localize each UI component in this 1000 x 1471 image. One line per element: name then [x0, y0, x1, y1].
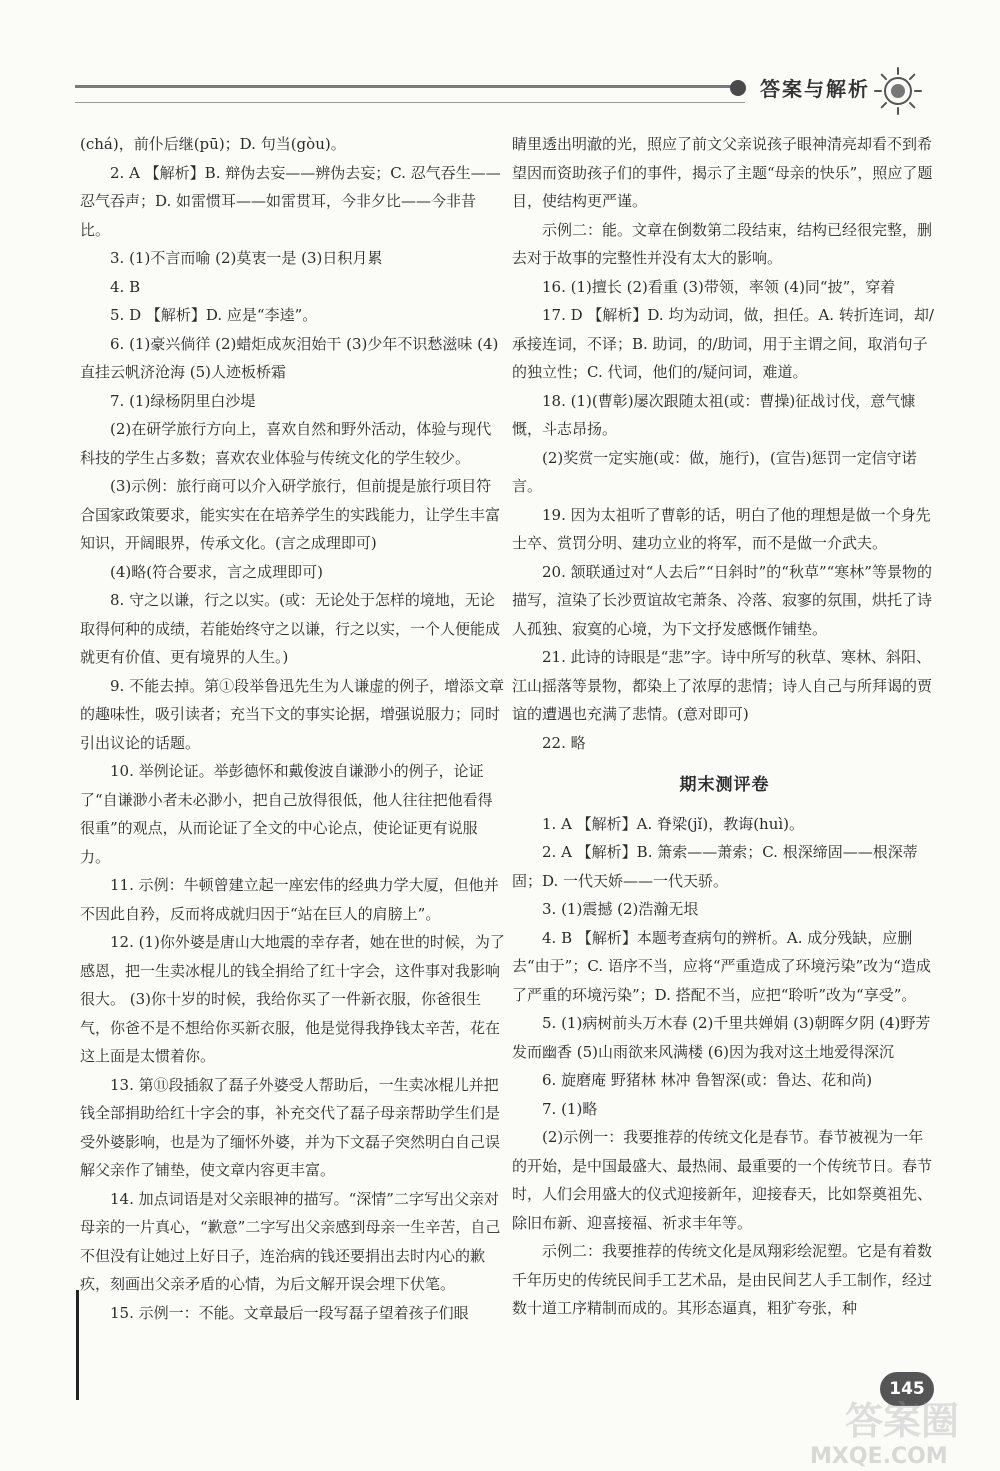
answer-paragraph: 19. 因为太祖听了曹彰的话，明白了他的理想是做一个身先士卒、赏罚分明、建功立业的将军，而不是做一介武夫。 — [512, 505, 931, 552]
answer-paragraph: (chá)，前仆后继(pū)；D. 句当(gòu)。 — [80, 135, 346, 153]
answer-paragraph: 睛里透出明澈的光，照应了前文父亲说孩子眼神清亮却看不到希望因而资助孩子们的事件，揭示了主题“母亲的快乐”，照应了题目，使结构更严谨。 — [512, 135, 933, 210]
answer-paragraph: 10. 举例论证。举彭德怀和戴俊波自谦渺小的例子，论证了“自谦渺小者未必渺小，把自己放得很低，他人往往把他看得很重”的观点，从而论证了全文的中心论点，使论证更有说服力。 — [80, 762, 493, 866]
answer-paragraph: 示例二：能。文章在倒数第二段结束，结构已经很完整，删去对于故事的完整性并没有太大的影响。 — [512, 220, 933, 267]
right-column — [512, 130, 937, 1323]
answer-paragraph: (2)示例一：我要推荐的传统文化是春节。春节被视为一年的开始，是中国最盛大、最热闹、最重要的一个传统节日。春节时，人们会用盛大的仪式迎接新年，迎接春天，比如祭奠祖先、除旧布新、迎喜接福、祈求丰年等。 — [512, 1128, 933, 1232]
answer-paragraph: 13. 第⑪段插叙了磊子外婆受人帮助后，一生卖冰棍儿并把钱全部捐助给红十字会的事，补充交代了磊子母亲帮助学生们是受外婆影响，也是为了缅怀外婆，并为下文磊子突然明白自己误解父亲作了铺垫，使文章内容更丰富。 — [80, 1075, 501, 1179]
header-title: 答案与解析 — [760, 77, 870, 101]
answer-paragraph: 12. (1)你外婆是唐山大地震的幸存者，她在世的时候，为了感恩，把一生卖冰棍儿的钱全捐给了红十字会，这件事对我影响很大。 (3)你十岁的时候，我给你买了一件新衣服，你爸很生气，你爸不是不想给你买新衣服，他是觉得我挣钱太辛苦，花在这上面是太惯着你。 — [80, 933, 505, 1065]
left-column — [80, 130, 505, 1327]
answer-paragraph: 5. (1)病树前头万木春 (2)千里共婵娟 (3)朝晖夕阴 (4)野芳发而幽香 (5)山雨欲来风满楼 (6)因为我对这土地爱得深沉 — [512, 1014, 931, 1061]
header-rule — [75, 85, 745, 103]
answer-paragraph: 8. 守之以谦，行之以实。(或：无论处于怎样的境地，无论取得何种的成绩，若能始终守之以谦，行之以实，一个人便能成就更有价值、更有境界的人生。) — [80, 591, 501, 666]
answer-paragraph: 5. D 【解析】D. 应是“李逵”。 — [110, 306, 318, 324]
answer-paragraph: 18. (1)(曹彰)屡次跟随太祖(或：曹操)征战讨伐，意气慷慨，斗志昂扬。 — [512, 391, 916, 438]
answer-paragraph: 21. 此诗的诗眼是“悲”字。诗中所写的秋草、寒林、斜阳、江山摇落等景物，都染上了浓厚的悲情；诗人自己与所拜谒的贾谊的遭遇也充满了悲情。(意对即可) — [512, 648, 933, 723]
right-column-answers — [512, 130, 937, 757]
answer-paragraph: 20. 颔联通过对“人去后”“日斜时”的“秋草”“寒林”等景物的描写，渲染了长沙贾谊故宅萧条、冷落、寂寥的氛围，烘托了诗人孤独、寂寞的心境，为下文抒发感慨作铺垫。 — [512, 562, 933, 638]
answer-paragraph: 3. (1)不言而喻 (2)莫衷一是 (3)日积月累 — [110, 249, 383, 267]
section-title: 期末测评卷 — [679, 775, 770, 795]
answer-paragraph: (2)在研学旅行方向上，喜欢自然和野外活动，体验与现代科技的学生占多数；喜欢农业体验与传统文化的学生较少。 — [80, 420, 492, 467]
answer-paragraph: 16. (1)擅长 (2)看重 (3)带领，率领 (4)同“披”，穿着 — [542, 277, 896, 296]
answer-paragraph: 6. 旋磨庵 野猪林 林冲 鲁智深(或：鲁达、花和尚) — [542, 1071, 873, 1089]
answer-paragraph: 1. A 【解析】A. 脊梁(jǐ)，教诲(huì)。 — [542, 814, 805, 833]
watermark-url: MXQE.COM — [810, 1444, 948, 1469]
answer-paragraph: 2. A 【解析】B. 箫索——萧索；C. 根深缔固——根深蒂固；D. 一代天娇——一代天骄。 — [512, 843, 918, 890]
watermark-logo: 答案圈 — [845, 1399, 960, 1443]
answer-paragraph: 3. (1)震撼 (2)浩瀚无垠 — [542, 900, 699, 918]
answer-paragraph: 9. 不能去掉。第①段举鲁迅先生为人谦虚的例子，增添文章的趣味性，吸引读者；充当下文的事实论据，增强说服力；同时引出议论的话题。 — [80, 676, 505, 752]
answer-paragraph: 7. (1)略 — [542, 1099, 598, 1118]
answer-paragraph: 4. B — [110, 277, 141, 296]
answer-paragraph: 2. A 【解析】B. 辩伪去妄——辨伪去妄；C. 忍气吞生——忍气吞声；D. 如雷惯耳——如雷贯耳，今非夕比——今非昔比。 — [80, 163, 501, 239]
answer-paragraph: 示例二：我要推荐的传统文化是凤翔彩绘泥塑。它是有着数千年历史的传统民间手工艺术品，是由民间艺人手工制作，经过数十道工序精制而成的。其形态逼真，粗犷夸张，种 — [512, 1242, 933, 1317]
answer-paragraph: (3)示例：旅行商可以介入研学旅行，但前提是旅行项目符合国家政策要求，能实实在在培养学生的实践能力，让学生丰富知识，开阔眼界，传承文化。(言之成理即可) — [80, 477, 501, 552]
answer-paragraph: 11. 示例：牛顿曾建立起一座宏伟的经典力学大厦，但他并不因此自矜，反而将成就归因于“站在巨人的肩膀上”。 — [80, 876, 499, 923]
header-bullet-icon — [730, 80, 746, 96]
page-number: 145 — [880, 1372, 934, 1406]
answer-paragraph: 15. 示例一：不能。文章最后一段写磊子望着孩子们眼 — [110, 1303, 469, 1322]
answer-paragraph: 17. D 【解析】D. 均为动词，做，担任。A. 转折连词，却/承接连词，不译；B. 助词，的/助词，用于主谓之间，取消句子的独立性；C. 代词，他们的/疑问词，难道。 — [512, 306, 934, 381]
answer-paragraph: 7. (1)绿杨阴里白沙堤 — [110, 391, 256, 410]
watermark — [810, 1399, 1000, 1471]
sun-emblem-icon — [872, 65, 924, 117]
answer-paragraph: 14. 加点词语是对父亲眼神的描写。“深情”二字写出父亲对母亲的一片真心，“歉意”二字写出父亲感到母亲一生辛苦，自己不但没有让她过上好日子，连治病的钱还要捐出去时内心的歉疚，刻画出父亲矛盾的心情，为后文解开误会埋下伏笔。 — [80, 1189, 501, 1293]
answer-paragraph: 6. (1)豪兴倘徉 (2)蜡炬成灰泪始干 (3)少年不识愁滋味 (4)直挂云帆济沧海 (5)人迹板桥霜 — [80, 334, 499, 381]
answer-paragraph: (4)略(符合要求，言之成理即可) — [110, 562, 323, 581]
binding-edge — [76, 1290, 79, 1400]
answer-paragraph: (2)奖赏一定实施(或：做，施行)，(宣告)惩罚一定信守诺言。 — [512, 448, 917, 495]
final-exam-answers — [512, 810, 937, 1323]
answer-paragraph: 4. B 【解析】本题考查病句的辨析。A. 成分残缺，应删去“由于”；C. 语序不当，应将“严重造成了环境污染”改为“造成了严重的环境污染”；D. 搭配不当，应把“聆听”改为“享受”。 — [512, 928, 931, 1004]
answer-paragraph: 22. 略 — [542, 733, 586, 752]
